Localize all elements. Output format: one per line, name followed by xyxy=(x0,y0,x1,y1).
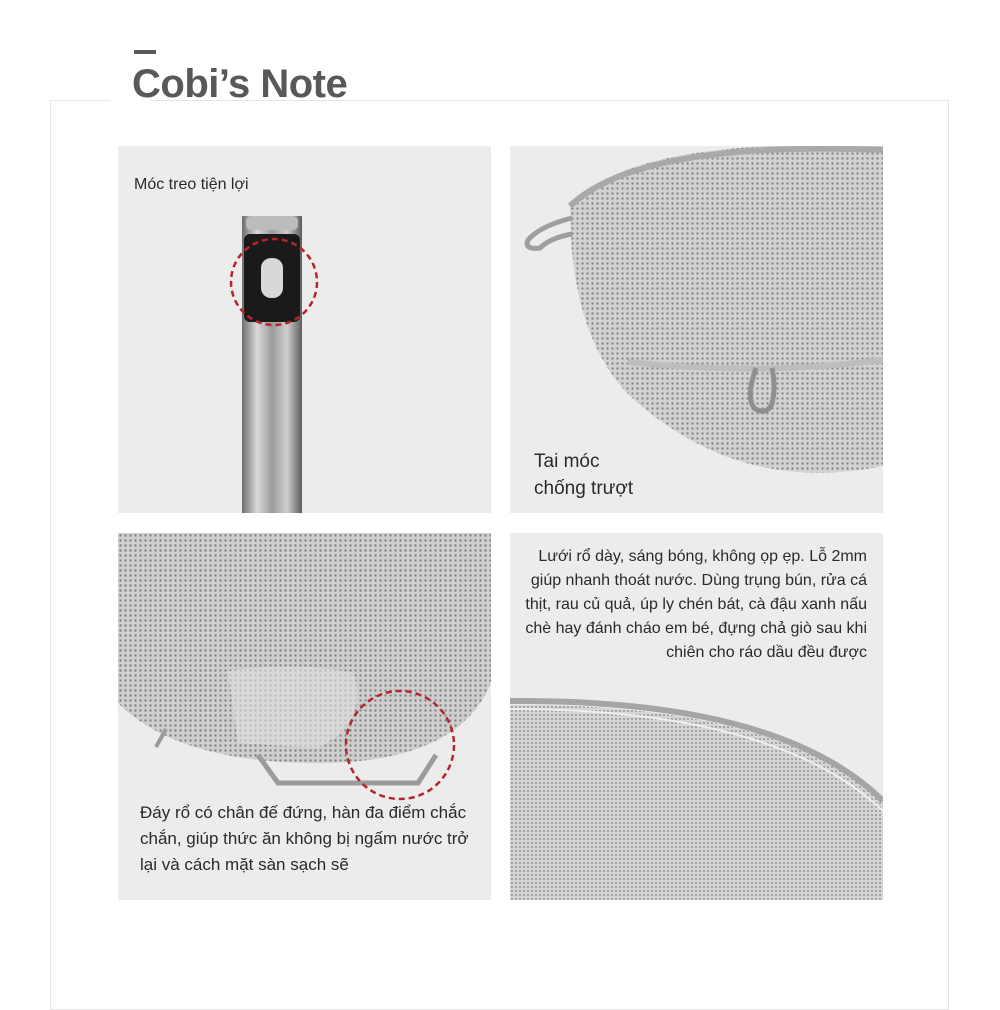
feature-panel-mesh xyxy=(510,533,883,900)
page-title: Cobi’s Note xyxy=(132,62,348,106)
ear-caption-line1: Tai móc xyxy=(534,451,600,472)
hook-caption: Móc treo tiện lợi xyxy=(134,176,249,193)
handle-photo xyxy=(118,146,491,513)
feature-panel-ear xyxy=(510,146,883,513)
feature-panel-hook xyxy=(118,146,491,513)
feature-panel-base xyxy=(118,533,491,900)
base-caption: Đáy rổ có chân đế đứng, hàn đa điểm chắc chắn, giúp thức ăn không bị ngấm nước trở lại và cách mặt sàn sạch sẽ xyxy=(140,803,469,874)
ear-caption xyxy=(534,448,734,502)
mesh-caption: Lưới rổ dày, sáng bóng, không ọp ẹp. Lỗ 2mm giúp nhanh thoát nước. Dùng trụng bún, rửa cá thịt, rau củ quả, úp ly chén bát, cà đậu xanh nấu chè hay đánh cháo em bé, đựng chả giò sau khi chiên cho ráo dầu đều được xyxy=(525,548,867,661)
ear-caption-line2: chống trượt xyxy=(534,478,634,499)
title-accent-bar xyxy=(134,50,156,54)
header xyxy=(110,46,348,112)
